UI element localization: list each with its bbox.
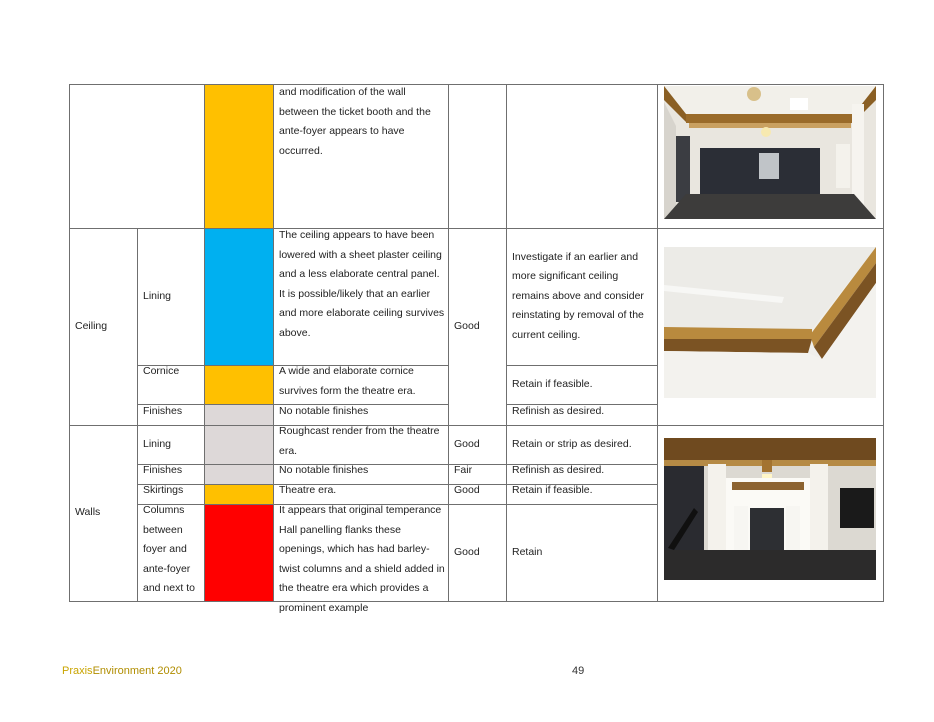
- ceiling-lining-component-text: Lining: [143, 289, 172, 302]
- ceiling-lining-component: [137, 228, 204, 365]
- photo-ceiling-cornice-image: [664, 247, 876, 398]
- walls-columns-condition: [448, 504, 506, 601]
- significance-swatch-walls-lining: [204, 425, 273, 464]
- table-border-top: [69, 84, 883, 85]
- footer-brand-praxis: Praxis: [62, 665, 93, 677]
- walls-columns-condition-text: Good: [454, 545, 480, 558]
- significance-swatch-walls-columns: [204, 504, 273, 602]
- walls-lining-condition-text: Good: [454, 437, 480, 450]
- walls-skirtings-condition: Good: [454, 484, 480, 496]
- ceiling-cornice-component: Cornice: [143, 365, 180, 377]
- walls-lining-recommendation-text: Retain or strip as desired.: [512, 437, 632, 450]
- walls-finishes-component: Finishes: [143, 464, 183, 476]
- photo-foyer-interior: [664, 86, 876, 219]
- walls-lining-component: [137, 425, 204, 464]
- photo-walls-openings-image: [664, 438, 876, 580]
- walls-skirtings-recommendation: Retain if feasible.: [512, 484, 593, 496]
- ceiling-condition: [448, 228, 506, 425]
- col-divider-recommendation: [657, 84, 658, 602]
- walls-lining-condition: [448, 425, 506, 464]
- significance-swatch-walls-skirtings: [204, 484, 273, 504]
- table-border-right: [883, 84, 884, 602]
- photo-walls-openings: [664, 438, 876, 580]
- walls-finishes-condition: Fair: [454, 464, 473, 476]
- ceiling-finishes-description: No notable finishes: [279, 405, 369, 417]
- ceiling-lining-recommendation-text: Investigate if an earlier and more significant ceiling remains above and consider reinstating by removal of the current ceiling.: [512, 250, 644, 341]
- walls-finishes-description: No notable finishes: [279, 464, 369, 476]
- significance-swatch-walls-finishes: [204, 464, 273, 484]
- walls-finishes-recommendation: Refinish as desired.: [512, 464, 605, 476]
- ceiling-condition-text: Good: [454, 319, 480, 332]
- ceiling-cornice-description: A wide and elaborate cornice survives form the theatre era.: [279, 365, 416, 397]
- col-divider-continued-element: [204, 84, 205, 228]
- table-border-bottom: [69, 601, 883, 602]
- ceiling-finishes-recommendation: Refinish as desired.: [512, 405, 605, 417]
- significance-swatch-ceiling-lining: [204, 228, 273, 365]
- walls-columns-description: It appears that original temperance Hall panelling flanks these openings, which has had barley-twist columns and a shield added in the theatre era which provides a prominent example: [279, 504, 445, 614]
- footer-brand: [62, 665, 182, 677]
- ceiling-lining-recommendation: [506, 228, 657, 365]
- walls-columns-component: Columns between foyer and ante-foyer and next to: [143, 504, 195, 595]
- col-divider-component: [204, 228, 205, 602]
- ceiling-cornice-recommendation-text: Retain if feasible.: [512, 377, 593, 390]
- significance-swatch-continued: [204, 85, 273, 228]
- walls-lining-component-text: Lining: [143, 437, 172, 450]
- significance-swatch-ceiling-cornice: [204, 365, 273, 404]
- page-number: 49: [572, 665, 585, 677]
- walls-element-label: [69, 425, 137, 601]
- ceiling-element-label: [69, 228, 137, 425]
- ceiling-element-text: Ceiling: [75, 319, 108, 332]
- photo-foyer-interior-image: [664, 86, 876, 219]
- photo-ceiling-cornice: [664, 247, 876, 398]
- walls-columns-recommendation-text: Retain: [512, 545, 543, 558]
- walls-lining-description: Roughcast render from the theatre era.: [279, 425, 440, 457]
- ceiling-cornice-recommendation: [506, 365, 657, 404]
- walls-element-text: Walls: [75, 506, 101, 519]
- walls-lining-recommendation: [506, 425, 657, 464]
- walls-columns-recommendation: [506, 504, 657, 601]
- significance-swatch-ceiling-finishes: [204, 404, 273, 425]
- footer-brand-environment: Environment 2020: [92, 665, 182, 677]
- ceiling-finishes-component: Finishes: [143, 405, 183, 417]
- ceiling-lining-description: The ceiling appears to have been lowered with a sheet plaster ceiling and a less elaborate central panel. It is possible/likely that an earlier and more elaborate ceiling survives above.: [279, 229, 445, 339]
- walls-skirtings-component: Skirtings: [143, 484, 184, 496]
- walls-skirtings-description: Theatre era.: [279, 484, 337, 496]
- continued-description: and modification of the wall between the ticket booth and the ante-foyer appears to have occurred.: [279, 86, 431, 157]
